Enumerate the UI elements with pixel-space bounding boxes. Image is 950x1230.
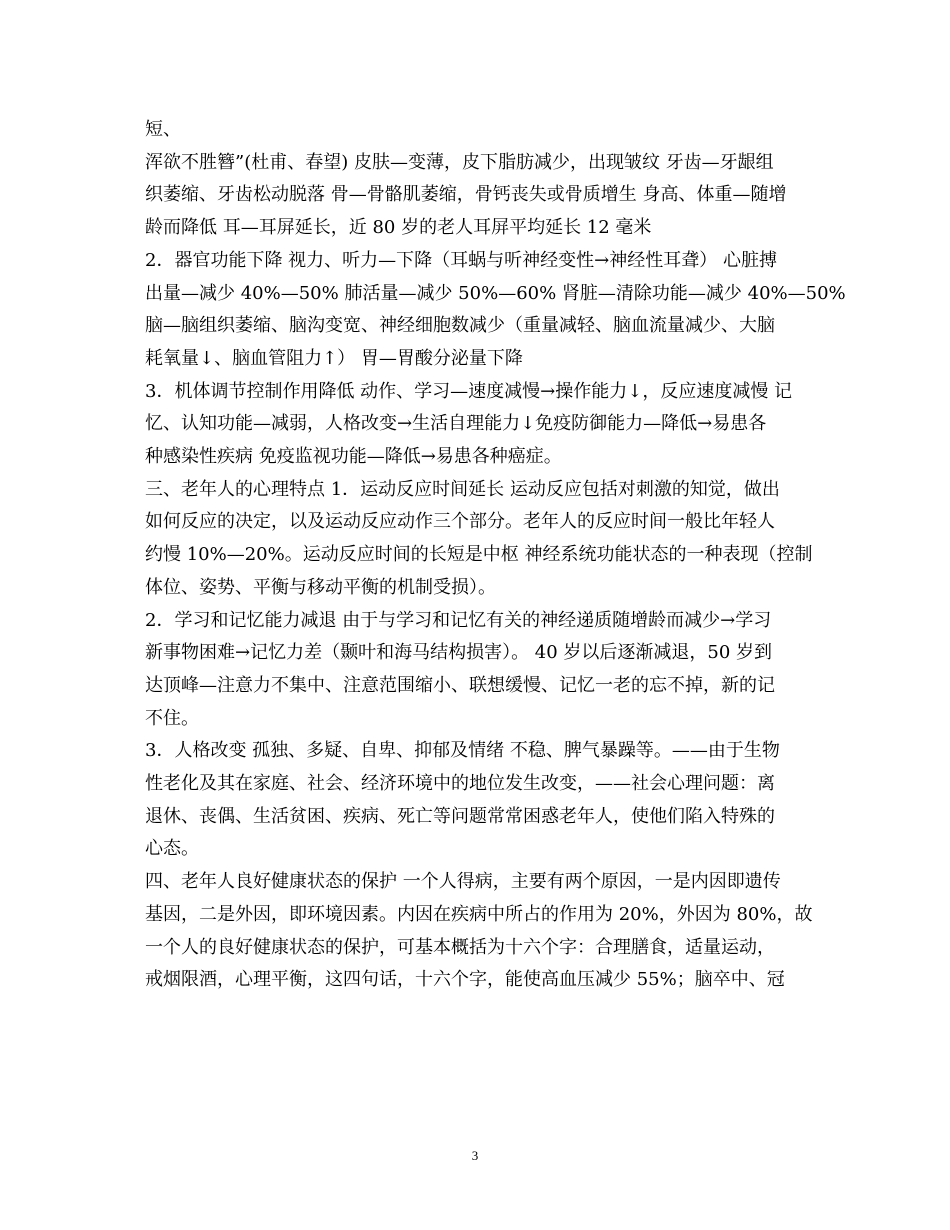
text-line: 四、老年人良好健康状态的保护 一个人得病，主要有两个原因，一是内因即遗传 (145, 871, 781, 893)
page-number: 3 (471, 1148, 479, 1163)
text-line: 出量—减少 40%—50% 肺活量—减少 50%—60% 肾脏—清除功能—减少 40%—50% (145, 282, 846, 304)
text-line: 种感染性疾病 免疫监视功能—降低→易患各种癌症。 (145, 446, 562, 468)
document-body (145, 114, 846, 997)
text-line: 体位、姿势、平衡与移动平衡的机制受损）。 (145, 576, 496, 598)
text-line: 不住。 (145, 707, 199, 729)
text-line: 龄而降低 耳—耳屏延长，近 80 岁的老人耳屏平均延长 12 毫米 (145, 217, 652, 239)
text-line: 心态。 (145, 838, 199, 860)
text-line: 短、 (145, 119, 181, 140)
text-line: 2．器官功能下降 视力、听力—下降（耳蜗与听神经变性→神经性耳聋） 心脏搏 (145, 249, 777, 271)
text-line: 三、老年人的心理特点 1．运动反应时间延长 运动反应包括对刺激的知觉，做出 (145, 478, 780, 500)
text-line: 耗氧量↓、脑血管阻力↑） 胃—胃酸分泌量下降 (145, 347, 523, 369)
text-line: 新事物困难→记忆力差（颞叶和海马结构损害）。 40 岁以后逐渐减退，50 岁到 (145, 642, 773, 664)
text-line: 脑—脑组织萎缩、脑沟变宽、神经细胞数减少（重量减轻、脑血流量减少、大脑 (145, 315, 775, 337)
text-line: 约慢 10%—20%。运动反应时间的长短是中枢 神经系统功能状态的一种表现（控制 (145, 544, 813, 566)
text-line: 基因，二是外因，即环境因素。内因在疾病中所占的作用为 20%，外因为 80%，故 (145, 903, 813, 925)
text-line: 如何反应的决定，以及运动反应动作三个部分。老年人的反应时间一般比年轻人 (145, 511, 775, 533)
text-line: 性老化及其在家庭、社会、经济环境中的地位发生改变，——社会心理问题：离 (145, 773, 775, 795)
text-line: 2．学习和记忆能力减退 由于与学习和记忆有关的神经递质随增龄而减少→学习 (145, 609, 772, 631)
text-line: 3．机体调节控制作用降低 动作、学习—速度减慢→操作能力↓，反应速度减慢 记 (145, 380, 793, 402)
text-line: 一个人的良好健康状态的保护，可基本概括为十六个字：合理膳食，适量运动， (145, 936, 775, 958)
text-line: 退休、丧偶、生活贫困、疾病、死亡等问题常常困惑老年人，使他们陷入特殊的 (145, 805, 775, 827)
text-line: 浑欲不胜簪”(杜甫、春望) 皮肤—变薄，皮下脂肪减少，出现皱纹 牙齿—牙龈组 (145, 151, 774, 173)
text-line: 3．人格改变 孤独、多疑、自卑、抑郁及情绪 不稳、脾气暴躁等。——由于生物 (145, 740, 780, 762)
text-line: 织萎缩、牙齿松动脱落 骨—骨骼肌萎缩，骨钙丧失或骨质增生 身高、体重—随增 (145, 184, 787, 206)
text-line: 戒烟限酒，心理平衡，这四句话，十六个字，能使高血压减少 55%；脑卒中、冠 (145, 969, 785, 991)
text-line: 忆、认知功能—减弱，人格改变→生活自理能力↓免疫防御能力—降低→易患各 (145, 413, 767, 435)
text-line: 达顶峰—注意力不集中、注意范围缩小、联想缓慢、记忆一老的忘不掉，新的记 (145, 674, 775, 696)
